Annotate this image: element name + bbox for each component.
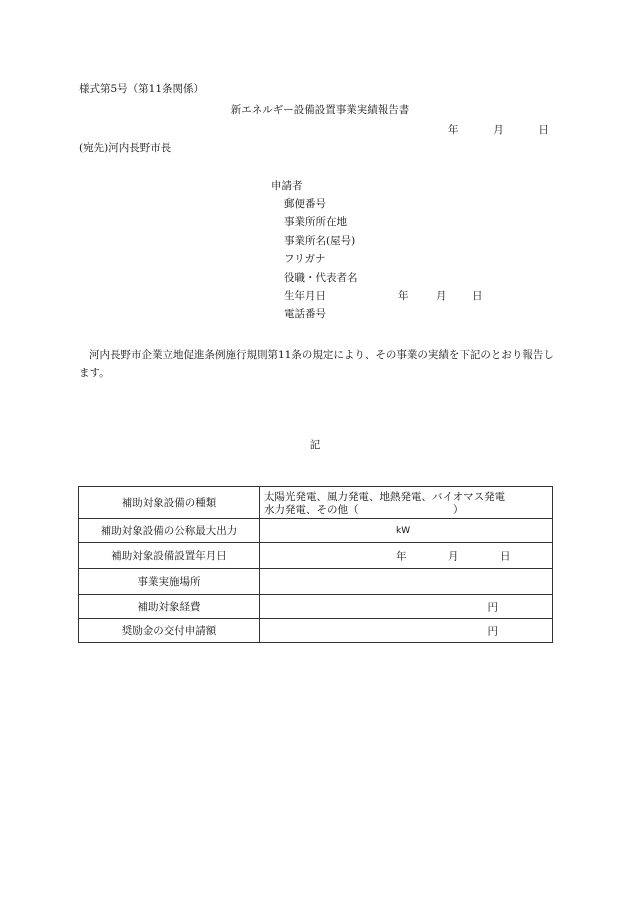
birth-date-label: 生年月日: [284, 290, 326, 302]
install-date-value[interactable]: [260, 543, 553, 569]
birth-day-label: 日: [472, 290, 483, 302]
kw-unit: kW: [396, 525, 411, 536]
grant-amount-label: 奨励金の交付申請額: [79, 619, 260, 643]
equipment-type-value: [260, 487, 553, 519]
postal-code-label: 郵便番号: [284, 198, 326, 210]
install-year-label: 年: [396, 550, 407, 562]
table-row: [79, 487, 553, 519]
address-label: 事業所所在地: [284, 216, 347, 228]
phone-label: 電話番号: [284, 308, 326, 320]
representative-label: 役職・代表者名: [284, 272, 358, 284]
yen-unit: 円: [487, 601, 498, 613]
yen-unit: 円: [487, 625, 498, 637]
date-day-label: 日: [538, 124, 549, 136]
addressee: (宛先)河内長野市長: [79, 142, 172, 154]
install-date-label: 補助対象設備設置年月日: [79, 543, 260, 569]
report-date: [448, 122, 549, 137]
table-row: [79, 519, 553, 543]
table-row: [79, 619, 553, 643]
record-table: [78, 486, 553, 643]
birth-month-label: 月: [436, 290, 447, 302]
install-month-label: 月: [448, 550, 459, 562]
eligible-cost-value[interactable]: [260, 595, 553, 619]
ki-heading: 記: [309, 439, 321, 451]
equipment-type-line2: 水力発電、その他（ ）: [264, 503, 464, 516]
table-row: [79, 543, 553, 569]
equipment-type-label: 補助対象設備の種類: [79, 487, 260, 519]
table-row: [79, 595, 553, 619]
equipment-type-line1: 太陽光発電、風力発電、地熱発電、バイオマス発電: [264, 490, 506, 503]
applicant-label: 申請者: [271, 180, 303, 192]
date-month-label: 月: [493, 124, 504, 136]
install-day-label: 日: [500, 550, 511, 562]
grant-amount-value[interactable]: [260, 619, 553, 643]
furigana-label: フリガナ: [284, 253, 326, 265]
birth-year-label: 年: [398, 290, 409, 302]
location-value[interactable]: [260, 569, 553, 595]
eligible-cost-label: 補助対象経費: [79, 595, 260, 619]
business-name-label: 事業所名(屋号): [284, 235, 356, 247]
table-row: [79, 569, 553, 595]
location-label: 事業実施場所: [79, 569, 260, 595]
form-number: 様式第5号（第11条関係）: [79, 83, 205, 95]
max-output-label: 補助対象設備の公称最大出力: [79, 519, 260, 543]
document-title: 新エネルギー設備設置事業実績報告書: [230, 104, 410, 116]
date-year-label: 年: [448, 124, 459, 136]
max-output-value[interactable]: [260, 519, 553, 543]
body-text: 河内長野市企業立地促進条例施行規則第11条の規定により、その事業の実績を下記のとおり報告します。: [79, 349, 554, 379]
